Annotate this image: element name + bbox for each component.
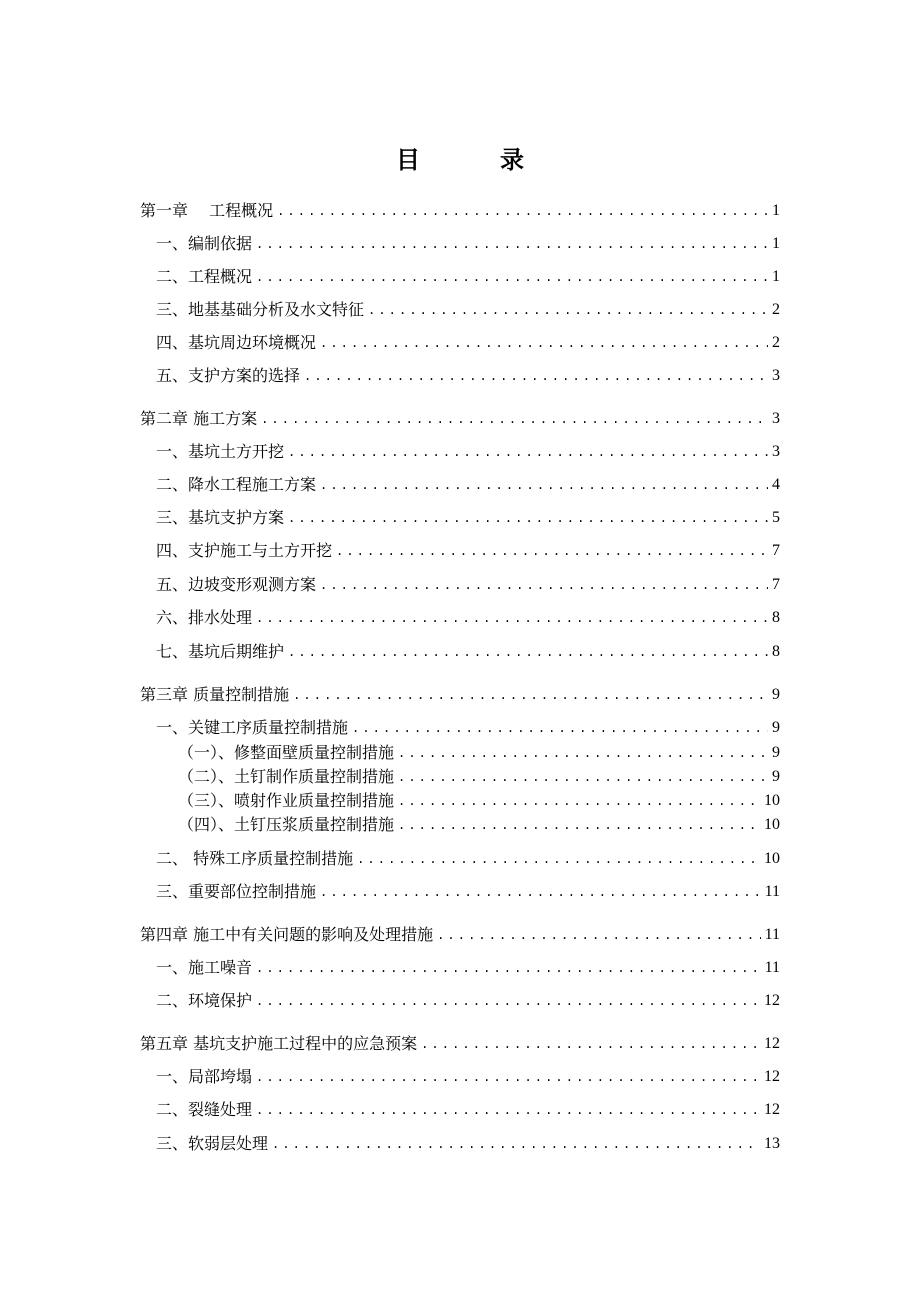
toc-entry-section[interactable] bbox=[156, 362, 780, 386]
toc-page-number: 13 bbox=[764, 1135, 780, 1152]
toc-dot-leader bbox=[336, 543, 768, 561]
toc-page-number: 11 bbox=[764, 926, 780, 943]
toc-entry-label: （一）、修整面壁质量控制措施 bbox=[178, 743, 395, 762]
toc-entry-section[interactable] bbox=[156, 537, 780, 561]
toc-entry-label: 一、编制依据 bbox=[156, 234, 253, 253]
toc-dot-leader bbox=[320, 335, 768, 353]
toc-entry-label: 一、施工噪音 bbox=[156, 958, 253, 977]
toc-page-number: 1 bbox=[772, 235, 780, 252]
toc-entry-section[interactable] bbox=[156, 504, 780, 528]
toc-page-number: 3 bbox=[772, 367, 780, 384]
toc-entry-section[interactable] bbox=[156, 638, 780, 662]
toc-entry-label: 第五章 基坑支护施工过程中的应急预案 bbox=[140, 1034, 418, 1053]
toc-entry-label: 二、裂缝处理 bbox=[156, 1100, 253, 1119]
toc-entry-label: （二）、土钉制作质量控制措施 bbox=[178, 767, 395, 786]
toc-entry-label: 四、支护施工与土方开挖 bbox=[156, 541, 333, 560]
toc-page-number: 10 bbox=[764, 850, 780, 867]
toc-entry-subsection[interactable] bbox=[178, 811, 780, 835]
toc-page-number: 3 bbox=[772, 443, 780, 460]
toc-dot-leader bbox=[256, 1102, 760, 1120]
toc-page-number: 9 bbox=[772, 686, 780, 703]
title-char-2: 录 bbox=[500, 146, 524, 174]
toc-dot-leader bbox=[437, 927, 761, 945]
toc-entry-label: 三、基坑支护方案 bbox=[156, 508, 285, 527]
toc-dot-leader bbox=[398, 745, 768, 763]
toc-entry-label: 三、重要部位控制措施 bbox=[156, 882, 317, 901]
toc-page-number: 9 bbox=[772, 768, 780, 785]
toc-page-number: 11 bbox=[764, 883, 780, 900]
toc-entry-section[interactable] bbox=[156, 571, 780, 595]
toc-entry-section[interactable] bbox=[156, 954, 780, 978]
toc-entry-section[interactable] bbox=[156, 1063, 780, 1087]
toc-dot-leader bbox=[256, 236, 768, 254]
toc-entry-label: 四、基坑周边环境概况 bbox=[156, 333, 317, 352]
toc-entry-section[interactable] bbox=[156, 604, 780, 628]
toc-entry-label: 三、地基基础分析及水文特征 bbox=[156, 300, 365, 319]
toc-page-number: 10 bbox=[764, 792, 780, 809]
toc-page-number: 3 bbox=[772, 410, 780, 427]
toc-page-number: 9 bbox=[772, 744, 780, 761]
toc-page-number: 12 bbox=[764, 1068, 780, 1085]
toc-page-number: 8 bbox=[772, 643, 780, 660]
toc-dot-leader bbox=[357, 851, 760, 869]
toc-dot-leader bbox=[398, 769, 768, 787]
toc-entry-section[interactable] bbox=[156, 1130, 780, 1154]
toc-page-number: 1 bbox=[772, 268, 780, 285]
toc-entry-label: 六、排水处理 bbox=[156, 608, 253, 627]
toc-page-number: 12 bbox=[764, 1101, 780, 1118]
toc-entry-chapter-2[interactable] bbox=[140, 405, 780, 429]
toc-entry-section[interactable] bbox=[156, 1096, 780, 1120]
toc-dot-leader bbox=[272, 1136, 760, 1154]
toc-dot-leader bbox=[256, 269, 768, 287]
toc-dot-leader bbox=[256, 1069, 760, 1087]
toc-entry-label: 二、 特殊工序质量控制措施 bbox=[156, 849, 354, 868]
toc-entry-section[interactable] bbox=[156, 987, 780, 1011]
toc-entry-label: 一、局部垮塌 bbox=[156, 1067, 253, 1086]
toc-dot-leader bbox=[288, 510, 768, 528]
toc-page-number: 7 bbox=[772, 542, 780, 559]
toc-entry-label: 一、关键工序质量控制措施 bbox=[156, 718, 349, 737]
toc-entry-label: 三、软弱层处理 bbox=[156, 1134, 269, 1153]
toc-dot-leader bbox=[320, 577, 768, 595]
toc-dot-leader bbox=[256, 993, 760, 1011]
toc-entry-label: 一、基坑土方开挖 bbox=[156, 442, 285, 461]
toc-entry-section[interactable] bbox=[156, 230, 780, 254]
toc-entry-subsection[interactable] bbox=[178, 787, 780, 811]
toc-dot-leader bbox=[398, 793, 760, 811]
toc-entry-section[interactable] bbox=[156, 714, 780, 738]
toc-dot-leader bbox=[261, 411, 768, 429]
toc-dot-leader bbox=[320, 884, 761, 902]
toc-entry-label: （三）、喷射作业质量控制措施 bbox=[178, 791, 395, 810]
toc-entry-label: 第四章 施工中有关问题的影响及处理措施 bbox=[140, 925, 434, 944]
toc-entry-chapter-3[interactable] bbox=[140, 681, 780, 705]
toc-page-number: 9 bbox=[772, 719, 780, 736]
toc-dot-leader bbox=[398, 817, 760, 835]
toc-dot-leader bbox=[256, 610, 768, 628]
toc-entry-label: 第三章 质量控制措施 bbox=[140, 685, 290, 704]
toc-dot-leader bbox=[352, 720, 768, 738]
toc-dot-leader bbox=[293, 687, 768, 705]
toc-dot-leader bbox=[288, 644, 768, 662]
toc-page-number: 1 bbox=[772, 202, 780, 219]
toc-entry-label: 五、支护方案的选择 bbox=[156, 366, 301, 385]
toc-page-number: 2 bbox=[772, 334, 780, 351]
toc-entry-section[interactable] bbox=[156, 845, 780, 869]
toc-entry-section[interactable] bbox=[156, 263, 780, 287]
toc-page-number: 4 bbox=[772, 476, 780, 493]
toc-entry-label: 七、基坑后期维护 bbox=[156, 642, 285, 661]
toc-page-number: 11 bbox=[764, 959, 780, 976]
toc-page-number: 2 bbox=[772, 301, 780, 318]
toc-entry-label: 第一章 工程概况 bbox=[140, 201, 274, 220]
toc-page-number: 8 bbox=[772, 609, 780, 626]
toc-dot-leader bbox=[304, 368, 768, 386]
toc-entry-section[interactable] bbox=[156, 329, 780, 353]
toc-dot-leader bbox=[368, 302, 768, 320]
toc-entry-chapter-4[interactable] bbox=[140, 921, 780, 945]
toc-dot-leader bbox=[256, 960, 761, 978]
toc-entry-label: 第二章 施工方案 bbox=[140, 409, 258, 428]
toc-entry-label: 二、降水工程施工方案 bbox=[156, 475, 317, 494]
toc-dot-leader bbox=[288, 444, 768, 462]
toc-entry-chapter-5[interactable] bbox=[140, 1030, 780, 1054]
toc-page-number: 5 bbox=[772, 509, 780, 526]
title-char-1: 目 bbox=[396, 146, 420, 174]
toc-page-number: 7 bbox=[772, 576, 780, 593]
toc-page-number: 12 bbox=[764, 992, 780, 1009]
toc-entry-chapter-1[interactable] bbox=[140, 197, 780, 221]
toc-entry-subsection[interactable] bbox=[178, 763, 780, 787]
toc-dot-leader bbox=[320, 477, 768, 495]
toc-entry-label: 二、工程概况 bbox=[156, 267, 253, 286]
toc-dot-leader bbox=[277, 203, 768, 221]
toc-dot-leader bbox=[421, 1036, 760, 1054]
toc-page-number: 10 bbox=[764, 816, 780, 833]
toc-entry-section[interactable] bbox=[156, 438, 780, 462]
toc-entry-section[interactable] bbox=[156, 878, 780, 902]
toc-entry-section[interactable] bbox=[156, 296, 780, 320]
toc-entry-label: （四）、土钉压浆质量控制措施 bbox=[178, 815, 395, 834]
toc-page-number: 12 bbox=[764, 1035, 780, 1052]
toc-entry-label: 二、环境保护 bbox=[156, 991, 253, 1010]
toc-entry-label: 五、边坡变形观测方案 bbox=[156, 575, 317, 594]
toc-entry-subsection[interactable] bbox=[178, 739, 780, 763]
toc-entry-section[interactable] bbox=[156, 471, 780, 495]
